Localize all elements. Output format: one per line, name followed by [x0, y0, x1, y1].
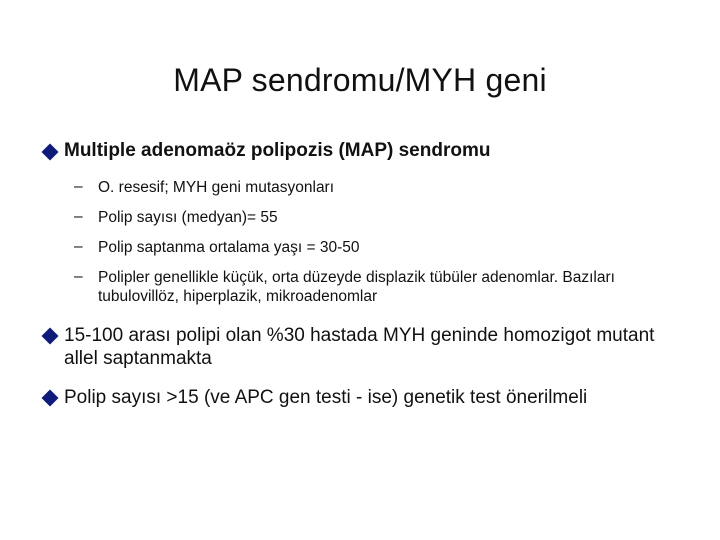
diamond-bullet-icon: [42, 390, 59, 407]
dash-marker: –: [74, 178, 83, 195]
bullet-homozygous: [44, 324, 684, 370]
bullet-text: Multiple adenomaöz polipozis (MAP) sendromu: [64, 140, 491, 161]
dash-marker: –: [74, 208, 83, 225]
sub-bullet-inheritance: [74, 178, 674, 197]
sub-bullet-polyp-types: [74, 268, 674, 306]
dash-marker: –: [74, 268, 83, 285]
slide-title: MAP sendromu/MYH geni: [173, 62, 547, 98]
bullet-genetic-test: [44, 386, 704, 409]
diamond-bullet-icon: [42, 144, 59, 161]
bullet-map-syndrome: [44, 140, 490, 162]
sub-bullet-polyp-count: [74, 208, 674, 227]
dash-marker: –: [74, 238, 83, 255]
diamond-bullet-icon: [42, 328, 59, 345]
bullet-text: Polip sayısı >15 (ve APC gen testi - ise) genetik test önerilmeli: [64, 387, 588, 408]
sub-bullet-text: Polipler genellikle küçük, orta düzeyde displazik tübüler adenomlar. Bazıları tubulovillöz, hiperplazik, mikroadenomlar: [98, 269, 615, 305]
sub-bullet-detection-age: [74, 238, 674, 257]
bullet-text: 15-100 arası polipi olan %30 hastada MYH geninde homozigot mutant allel saptanmakta: [64, 325, 655, 369]
sub-bullet-text: Polip saptanma ortalama yaşı = 30-50: [98, 239, 360, 256]
sub-bullet-text: Polip sayısı (medyan)= 55: [98, 209, 278, 226]
sub-bullet-text: O. resesif; MYH geni mutasyonları: [98, 179, 335, 196]
